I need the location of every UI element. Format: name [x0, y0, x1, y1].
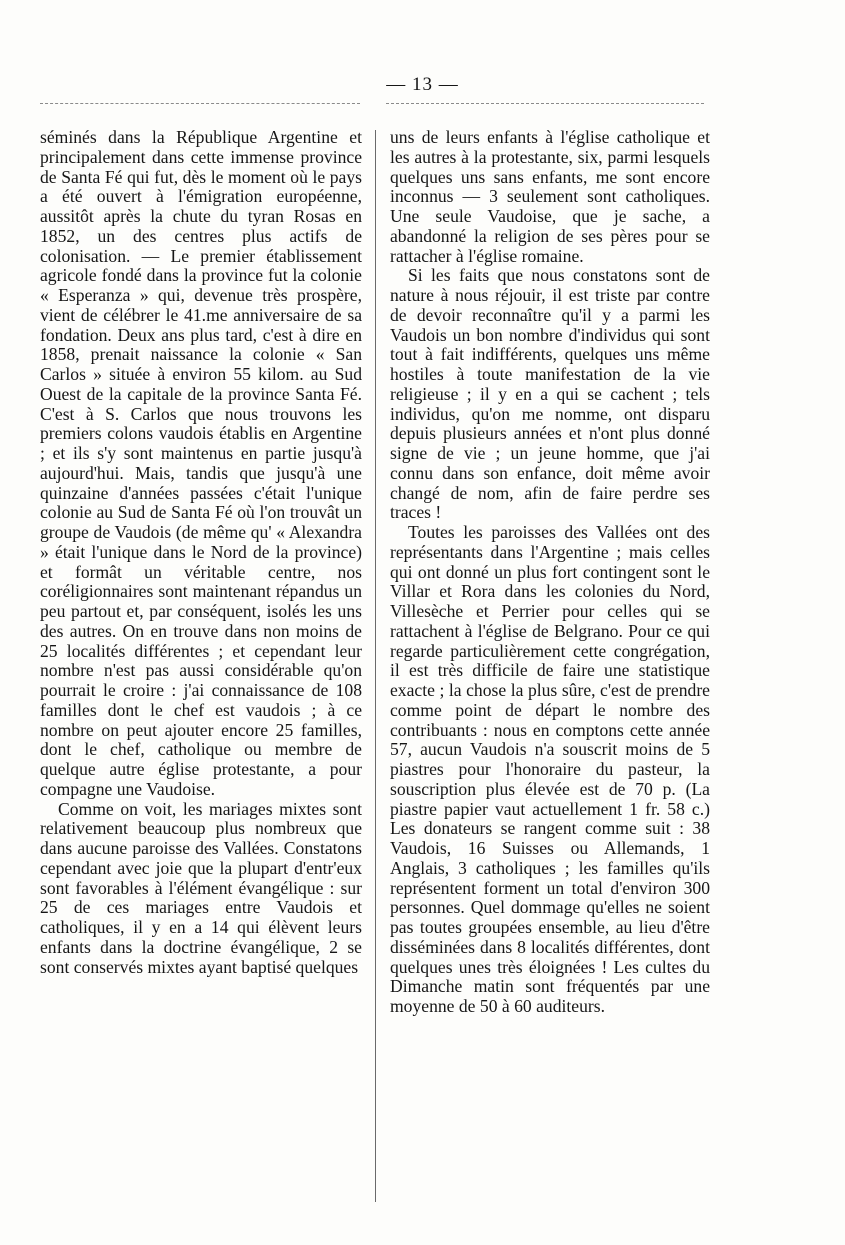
right-column — [390, 128, 710, 1017]
column-divider — [375, 130, 376, 1202]
left-paragraph-1: séminés dans la République Argentine et principalement dans cette immense province de Santa Fé qui fut, dès le moment où le pays a été ouvert à l'émigration européenne, aussitôt après la chute du tyran Rosas en 1852, un des centres plus actifs de colonisation. — Le premier établissement agricole fondé dans la province fut la colonie « Esperanza » qui, devenue très prospère, vient de célébrer le 41.me anniversaire de sa fondation. Deux ans plus tard, c'est à dire en 1858, prenait naissance la colonie « San Carlos » située à environ 55 kilom. au Sud Ouest de la capitale de la province Santa Fé. C'est à S. Carlos que nous trouvons les premiers colons vaudois établis en Argentine ; et ils s'y sont maintenus en partie jusqu'à aujourd'hui. Mais, tandis que jusqu'à une quinzaine d'années passées c'était l'unique colonie au Sud de Santa Fé où l'on trouvât un groupe de Vaudois (de même qu' « Alexandra » était l'unique dans le Nord de la province) et formât un véritable centre, nos coréligionnaires sont maintenant répandus un peu partout et, par conséquent, isolés les uns des autres. On en trouve dans non moins de 25 localités différentes ; et cependant leur nombre n'est pas aussi considérable qu'on pourrait le croire : j'ai connaissance de 108 familles dont le chef est vaudois ; à ce nombre on peut ajouter encore 25 familles, dont le chef, catholique ou membre de quelque autre église protestante, a pour compagne une Vaudoise. — [40, 127, 362, 799]
header-rule-left — [40, 103, 360, 104]
header-rule-right — [386, 103, 704, 104]
right-paragraph-1: uns de leurs enfants à l'église catholique et les autres à la protestante, six, parmi lesquels quelques uns sans enfants, me sont encore inconnus — 3 seulement sont catholiques. Une seule Vaudoise, que je sache, a abandonné la religion de ses pères pour se rattacher à l'église romaine. — [390, 127, 710, 266]
left-paragraph-2: Comme on voit, les mariages mixtes sont relativement beaucoup plus nombreux que dans aucune paroisse des Vallées. Constatons cependant avec joie que la plupart d'entr'eux sont favorables à l'élément évangélique : sur 25 de ces mariages entre Vaudois et catholiques, il y en a 14 qui élèvent leurs enfants dans la doctrine évangélique, 2 se sont conservés mixtes ayant baptisé quelques — [40, 798, 362, 977]
right-paragraph-3: Toutes les paroisses des Vallées ont des représentants dans l'Argentine ; mais celles qui ont donné un plus fort contingent sont le Villar et Rora dans les colonies du Nord, Villesèche et Perrier pour celles qui se rattachent à l'église de Belgrano. Pour ce qui regarde particulièrement cette congrégation, il est très difficile de faire une statistique exacte ; la chose la plus sûre, c'est de prendre comme point de départ le nombre des contribuants : nous en comptons cette année 57, aucun Vaudois n'a souscrit moins de 5 piastres pour l'honoraire du pasteur, la souscription plus élevée est de 70 p. (La piastre papier vaut actuellement 1 fr. 58 c.) Les donateurs se rangent comme suit : 38 Vaudois, 16 Suisses ou Allemands, 1 Anglais, 3 catholiques ; les familles qu'ils représentent forment un total d'environ 300 personnes. Quel dommage qu'elles ne soient pas toutes groupées ensemble, au lieu d'être disséminées dans 8 localités différentes, dont quelques unes très éloignées ! Les cultes du Dimanche matin sont fréquentés par une moyenne de 50 à 60 auditeurs. — [390, 522, 710, 1016]
right-paragraph-2: Si les faits que nous constatons sont de nature à nous réjouir, il est triste par contre de devoir reconnaître qu'il y a parmi les Vaudois un bon nombre d'individus qui sont tout à fait indifférents, quelques uns même hostiles à toute manifestation de la vie religieuse ; il y en a qui se cachent ; tels individus, qu'on me nomme, ont disparu depuis plusieurs années et n'ont plus donné signe de vie ; un jeune homme, que j'ai connu dans son enfance, doit même avoir changé de nom, afin de faire perdre ses traces ! — [390, 265, 710, 523]
left-column — [40, 128, 362, 977]
page-number: — 13 — — [386, 74, 459, 95]
